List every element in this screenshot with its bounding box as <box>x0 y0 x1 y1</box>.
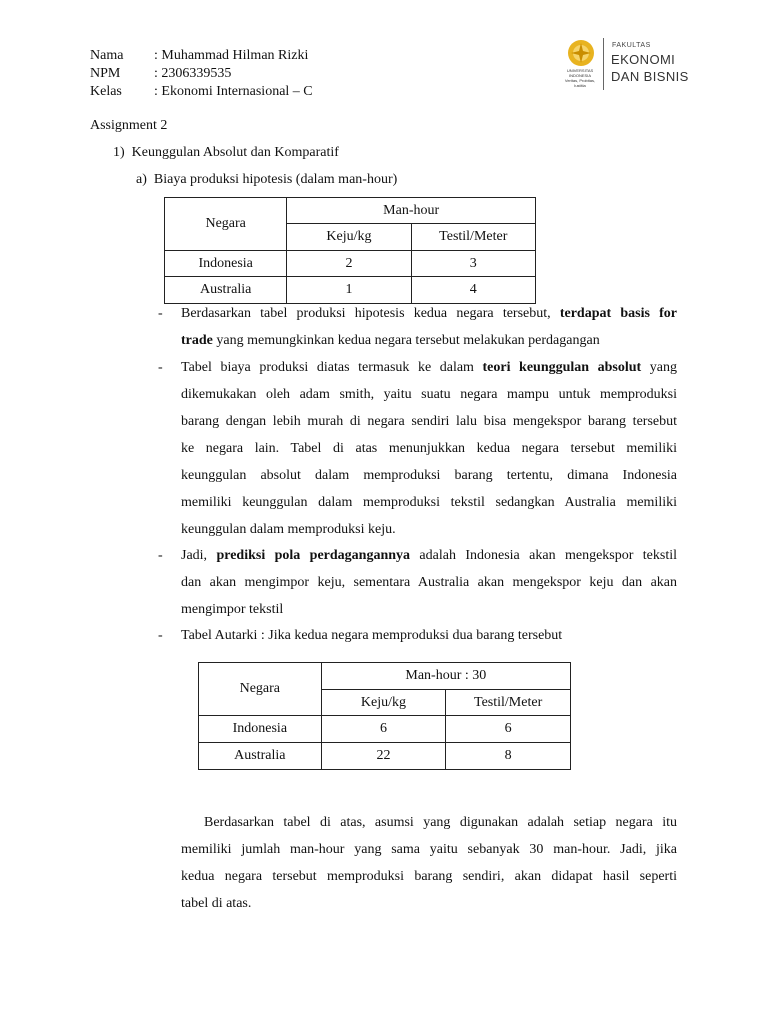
bullet-dash: - <box>158 628 163 643</box>
text-run: yang <box>649 360 677 375</box>
subsection-heading: a) Biaya produksi hipotesis (dalam man-hour) <box>136 172 398 187</box>
assignment-title: Assignment 2 <box>90 118 168 133</box>
bullet-1-paragraph <box>181 300 677 354</box>
bullet-dash: - <box>158 360 163 375</box>
table-row <box>165 251 536 277</box>
bold-text: terdapat basis for <box>559 306 677 321</box>
section-heading: 1) Keunggulan Absolut dan Komparatif <box>113 145 339 160</box>
table2-header-col-a: Keju/kg <box>321 690 446 716</box>
paragraph-line: memiliki jumlah man-hour yang sama yaitu sebanyak 30 man-hour. Jadi, jika <box>181 842 677 857</box>
table2-header-col-b: Testil/Meter <box>446 690 571 716</box>
class-label: Kelas <box>90 84 122 99</box>
table1-value-cell: 1 <box>287 277 411 304</box>
text-run: Tabel biaya produksi diatas termasuk ke dalam <box>181 360 474 375</box>
bold-text: prediksi pola perdagangannya <box>216 548 411 563</box>
university-motto: Veritas, Probitas, Iustitia <box>564 78 596 88</box>
logo-divider <box>603 38 604 90</box>
table-row <box>199 716 571 743</box>
bullet-3-paragraph <box>181 542 677 623</box>
table1-value-cell: 2 <box>287 251 411 277</box>
production-cost-table <box>164 197 536 304</box>
faculty-logo <box>560 38 700 90</box>
table2-value-cell: 22 <box>321 743 446 770</box>
paragraph-line: memiliki keunggulan dalam memproduksi tekstil sedangkan Australia memiliki <box>181 495 677 510</box>
paragraph-line: barang dengan lebih murah di negara sendiri lalu bisa mengekspor barang tersebut <box>181 414 677 429</box>
table1-header-col-a: Keju/kg <box>287 224 411 251</box>
paragraph-line: Tabel Autarki : Jika kedua negara memproduksi dua barang tersebut <box>181 628 563 643</box>
university-name: UNIVERSITAS <box>566 68 594 73</box>
closing-paragraph <box>181 809 677 917</box>
name-label: Nama <box>90 48 124 63</box>
table1-value-cell: 4 <box>411 277 535 304</box>
paragraph-line: dan akan mengimpor keju, sementara Australia akan mengekspor keju dan akan <box>181 575 677 590</box>
table1-header-negara: Negara <box>165 198 287 251</box>
npm-value: : 2306339535 <box>154 66 232 81</box>
table2-header-group: Man-hour : 30 <box>321 663 570 690</box>
class-value: : Ekonomi Internasional – C <box>154 84 313 99</box>
paragraph-line: dikemukakan oleh adam smith, yaitu suatu negara mampu untuk memproduksi <box>181 387 677 402</box>
bullet-dash: - <box>158 548 163 563</box>
table2-value-cell: 6 <box>321 716 446 743</box>
npm-row <box>90 64 231 83</box>
paragraph-line: keunggulan absolut dalam memproduksi barang tertentu, dimana Indonesia <box>181 468 677 483</box>
logo-line-1: EKONOMI <box>611 52 676 67</box>
class-row <box>90 82 313 101</box>
table2-country-cell: Indonesia <box>199 716 322 743</box>
bullet-2-paragraph <box>181 354 677 543</box>
paragraph-line: Berdasarkan tabel di atas, asumsi yang digunakan adalah setiap negara itu <box>204 815 677 830</box>
text-run: Berdasarkan tabel produksi hipotesis kedua negara tersebut, <box>181 306 551 321</box>
paragraph-line: kedua negara tersebut memproduksi barang sendiri, akan didapat hasil seperti <box>181 869 677 884</box>
bold-text: trade <box>181 333 213 348</box>
table1-country-cell: Indonesia <box>165 251 287 277</box>
logo-line-2: DAN BISNIS <box>611 69 689 84</box>
paragraph-line: mengimpor tekstil <box>181 602 284 617</box>
table1-country-cell: Australia <box>165 277 287 304</box>
text-run: adalah Indonesia akan mengekspor tekstil <box>419 548 677 563</box>
npm-label: NPM <box>90 66 121 81</box>
table1-header-group: Man-hour <box>287 198 536 224</box>
text-run: yang memungkinkan kedua negara tersebut melakukan perdagangan <box>216 333 600 348</box>
university-name-2: INDONESIA <box>568 73 591 78</box>
name-row <box>90 46 308 65</box>
table2-value-cell: 6 <box>446 716 571 743</box>
paragraph-line <box>181 354 677 381</box>
table1-value-cell: 3 <box>411 251 535 277</box>
table2-value-cell: 8 <box>446 743 571 770</box>
table-row <box>199 743 571 770</box>
bullet-dash: - <box>158 306 163 321</box>
paragraph-line <box>181 300 677 327</box>
paragraph-line: tabel di atas. <box>181 896 252 911</box>
paragraph-line <box>181 327 677 354</box>
paragraph-line: ke negara lain. Tabel di atas menunjukkan kedua negara tersebut memiliki <box>181 441 677 456</box>
paragraph-line: keunggulan dalam memproduksi keju. <box>181 522 396 537</box>
makara-emblem-icon <box>566 38 596 68</box>
table2-country-cell: Australia <box>199 743 322 770</box>
bold-text: teori keunggulan absolut <box>482 360 642 375</box>
table1-header-col-b: Testil/Meter <box>411 224 535 251</box>
paragraph-line <box>181 542 677 569</box>
autarky-table <box>198 662 571 770</box>
bullet-4-paragraph <box>181 622 677 649</box>
table2-header-negara: Negara <box>199 663 322 716</box>
name-value: : Muhammad Hilman Rizki <box>154 48 309 63</box>
logo-faculty-small: FAKULTAS <box>612 42 651 49</box>
text-run: Jadi, <box>181 548 208 563</box>
